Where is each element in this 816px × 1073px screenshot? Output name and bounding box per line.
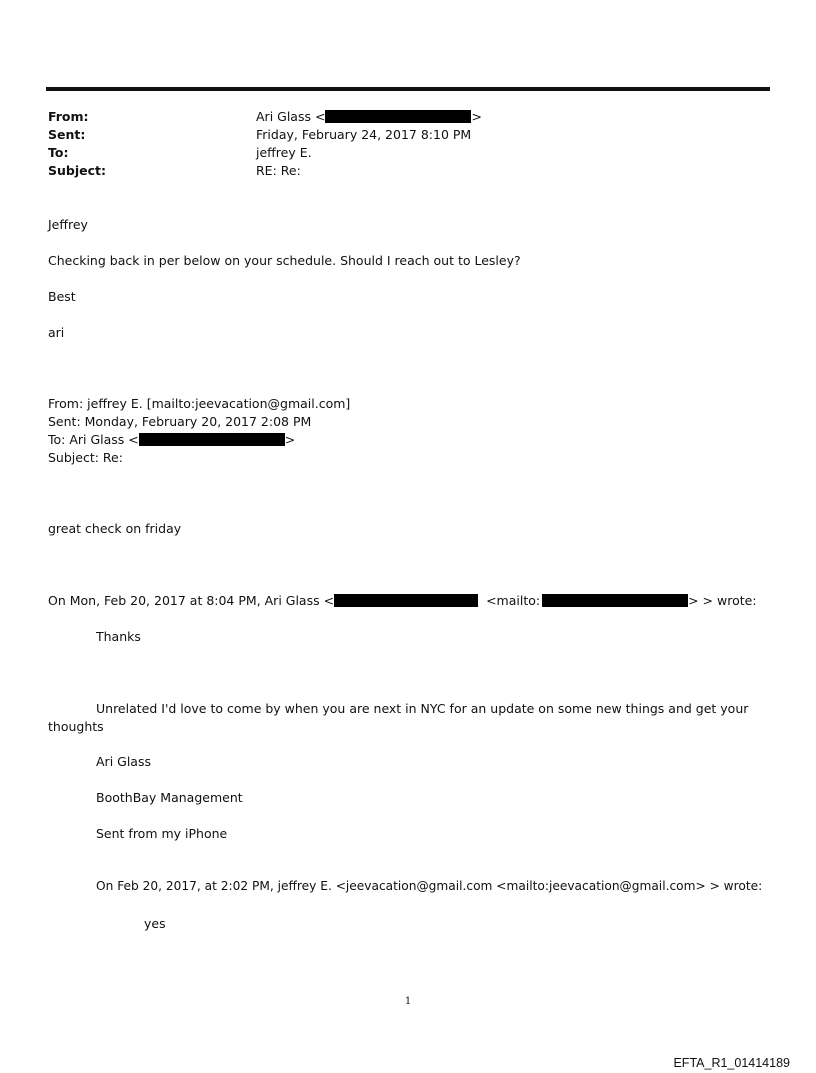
quoted2-intro-mid: <mailto: [486,593,541,608]
quoted2-sig-name: Ari Glass [96,754,151,769]
page-number: 1 [404,996,412,1007]
to-value: jeffrey E. [256,145,312,160]
quoted2-unrelated-line1: Unrelated I'd love to come by when you are next in NYC for an update on some new things and get your [96,701,749,716]
quoted-sent: Sent: Monday, February 20, 2017 2:08 PM [48,414,312,429]
quoted3-message: yes [144,916,166,931]
quoted2-sig-company: BoothBay Management [96,790,243,805]
greeting: Jeffrey [48,217,88,232]
subject-label: Subject: [48,163,106,178]
redacted-email [334,594,478,607]
redacted-email [325,110,471,123]
quoted2-thanks: Thanks [96,629,141,644]
quoted-from: From: jeffrey E. [mailto:jeevacation@gmail.com] [48,396,351,411]
to-label: To: [48,145,69,160]
quoted-subject: Subject: Re: [48,450,123,465]
quoted-message: great check on friday [48,521,182,536]
quoted-to [48,432,295,447]
from-label: From: [48,109,89,124]
quoted3-intro: On Feb 20, 2017, at 2:02 PM, jeffrey E. <jeevacation@gmail.com <mailto:jeevacation@gmail.com> > wrote: [96,879,763,893]
quoted2-intro-prefix: On Mon, Feb 20, 2017 at 8:04 PM, Ari Glass < [48,593,335,608]
from-close: > [471,109,482,124]
quoted2-sig-device: Sent from my iPhone [96,826,228,841]
header-rule [46,87,770,91]
from-value [256,109,482,124]
body-line: Checking back in per below on your schedule. Should I reach out to Lesley? [48,253,521,268]
subject-value: RE: Re: [256,163,301,178]
quoted-to-prefix: To: Ari Glass < [48,432,139,447]
redacted-email [542,594,688,607]
sent-value: Friday, February 24, 2017 8:10 PM [256,127,472,142]
from-name: Ari Glass < [256,109,326,124]
signoff: Best [48,289,76,304]
quoted2-intro-suffix: > > wrote: [688,593,757,608]
sent-label: Sent: [48,127,86,142]
document-id: EFTA_R1_01414189 [673,1056,790,1070]
redacted-email [139,433,285,446]
quoted-to-suffix: > [284,432,296,447]
quoted2-intro [48,593,757,608]
signature: ari [48,325,65,340]
quoted2-unrelated-line2: thoughts [48,719,104,734]
